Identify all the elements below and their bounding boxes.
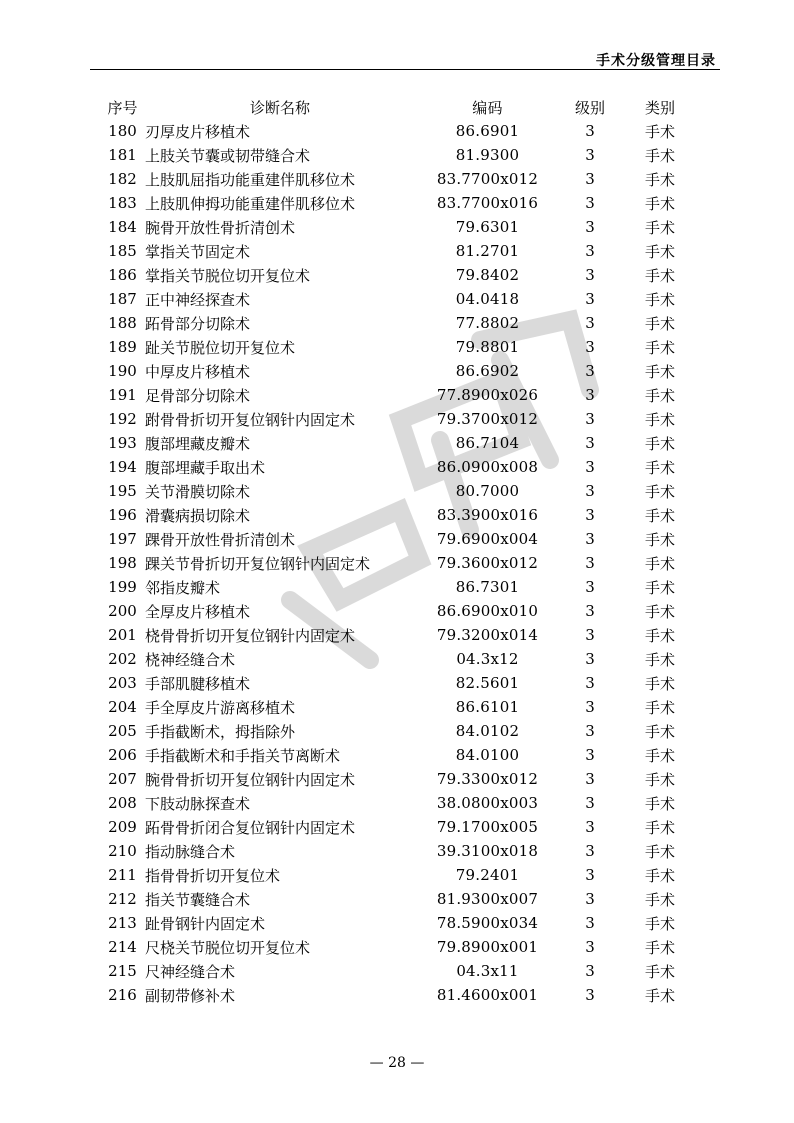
row-index: 195 bbox=[108, 482, 137, 500]
table-row bbox=[100, 455, 700, 479]
row-name: 指动脉缝合术 bbox=[145, 842, 236, 861]
row-level: 3 bbox=[585, 986, 595, 1004]
row-category: 手术 bbox=[644, 314, 675, 333]
row-index: 192 bbox=[108, 410, 137, 428]
row-index: 203 bbox=[108, 674, 137, 692]
row-level: 3 bbox=[585, 122, 595, 140]
row-code: 79.1700x005 bbox=[436, 818, 539, 836]
row-code: 80.7000 bbox=[455, 482, 520, 500]
row-code: 77.8900x026 bbox=[436, 386, 539, 404]
row-category: 手术 bbox=[644, 530, 675, 549]
row-level: 3 bbox=[585, 602, 595, 620]
table-row bbox=[100, 839, 700, 863]
row-level: 3 bbox=[585, 746, 595, 764]
row-name: 趾骨钢针内固定术 bbox=[145, 914, 266, 933]
row-index: 190 bbox=[108, 362, 137, 380]
row-category: 手术 bbox=[644, 458, 675, 477]
row-category: 手术 bbox=[644, 218, 675, 237]
row-level: 3 bbox=[585, 362, 595, 380]
table-row bbox=[100, 239, 700, 263]
row-level: 3 bbox=[585, 338, 595, 356]
row-name: 跗骨骨折切开复位钢针内固定术 bbox=[145, 410, 356, 429]
table-row bbox=[100, 599, 700, 623]
column-header-index: 序号 bbox=[107, 98, 138, 117]
row-level: 3 bbox=[585, 794, 595, 812]
row-level: 3 bbox=[585, 386, 595, 404]
row-index: 198 bbox=[108, 554, 137, 572]
row-name: 桡神经缝合术 bbox=[145, 650, 236, 669]
row-index: 193 bbox=[108, 434, 137, 452]
row-code: 86.6101 bbox=[455, 698, 520, 716]
table-row bbox=[100, 575, 700, 599]
document-header-title: 手术分级管理目录 bbox=[596, 53, 716, 69]
row-level: 3 bbox=[585, 770, 595, 788]
row-code: 77.8802 bbox=[455, 314, 520, 332]
row-name: 中厚皮片移植术 bbox=[145, 362, 251, 381]
row-name: 邻指皮瓣术 bbox=[145, 578, 221, 597]
table-row bbox=[100, 359, 700, 383]
row-category: 手术 bbox=[644, 242, 675, 261]
row-level: 3 bbox=[585, 242, 595, 260]
table-row bbox=[100, 503, 700, 527]
row-category: 手术 bbox=[644, 938, 675, 957]
row-level: 3 bbox=[585, 578, 595, 596]
row-index: 215 bbox=[108, 962, 137, 980]
table-row bbox=[100, 215, 700, 239]
row-code: 79.2401 bbox=[455, 866, 520, 884]
surgery-catalog-table bbox=[100, 95, 700, 1007]
row-category: 手术 bbox=[644, 194, 675, 213]
table-row bbox=[100, 767, 700, 791]
table-row bbox=[100, 959, 700, 983]
table-row bbox=[100, 743, 700, 767]
row-name: 上肢肌屈指功能重建伴肌移位术 bbox=[145, 170, 356, 189]
row-code: 81.9300x007 bbox=[436, 890, 539, 908]
row-level: 3 bbox=[585, 458, 595, 476]
row-name: 上肢关节囊或韧带缝合术 bbox=[145, 146, 311, 165]
row-category: 手术 bbox=[644, 122, 675, 141]
table-row bbox=[100, 311, 700, 335]
row-name: 踝骨开放性骨折清创术 bbox=[145, 530, 296, 549]
row-category: 手术 bbox=[644, 482, 675, 501]
row-category: 手术 bbox=[644, 794, 675, 813]
row-index: 186 bbox=[108, 266, 137, 284]
row-code: 86.0900x008 bbox=[436, 458, 539, 476]
row-code: 79.6900x004 bbox=[436, 530, 539, 548]
table-row bbox=[100, 695, 700, 719]
row-level: 3 bbox=[585, 914, 595, 932]
table-row bbox=[100, 407, 700, 431]
page-number: — 28 — bbox=[369, 1055, 425, 1071]
row-name: 尺神经缝合术 bbox=[145, 962, 236, 981]
row-index: 208 bbox=[108, 794, 137, 812]
row-index: 206 bbox=[108, 746, 137, 764]
table-row bbox=[100, 119, 700, 143]
row-code: 84.0102 bbox=[455, 722, 520, 740]
row-category: 手术 bbox=[644, 434, 675, 453]
row-name: 腕骨骨折切开复位钢针内固定术 bbox=[145, 770, 356, 789]
row-code: 79.3200x014 bbox=[436, 626, 539, 644]
table-row bbox=[100, 479, 700, 503]
row-index: 205 bbox=[108, 722, 137, 740]
row-name: 腕骨开放性骨折清创术 bbox=[145, 218, 296, 237]
row-index: 185 bbox=[108, 242, 137, 260]
row-code: 79.3700x012 bbox=[436, 410, 539, 428]
row-level: 3 bbox=[585, 890, 595, 908]
row-category: 手术 bbox=[644, 818, 675, 837]
row-name: 掌指关节脱位切开复位术 bbox=[145, 266, 311, 285]
row-category: 手术 bbox=[644, 842, 675, 861]
table-row bbox=[100, 863, 700, 887]
row-category: 手术 bbox=[644, 770, 675, 789]
row-category: 手术 bbox=[644, 674, 675, 693]
table-row bbox=[100, 719, 700, 743]
row-index: 182 bbox=[108, 170, 137, 188]
row-name: 指关节囊缝合术 bbox=[145, 890, 251, 909]
table-row bbox=[100, 935, 700, 959]
row-code: 79.8402 bbox=[455, 266, 520, 284]
row-index: 180 bbox=[108, 122, 137, 140]
row-index: 194 bbox=[108, 458, 137, 476]
row-name: 手部肌腱移植术 bbox=[145, 674, 251, 693]
row-index: 199 bbox=[108, 578, 137, 596]
row-index: 211 bbox=[108, 866, 137, 884]
column-header-category: 类别 bbox=[644, 98, 675, 117]
table-row bbox=[100, 623, 700, 647]
row-index: 216 bbox=[108, 986, 137, 1004]
row-code: 82.5601 bbox=[455, 674, 520, 692]
row-name: 副韧带修补术 bbox=[145, 986, 236, 1005]
row-level: 3 bbox=[585, 410, 595, 428]
row-code: 04.3x12 bbox=[456, 650, 519, 668]
table-header-row bbox=[100, 95, 700, 119]
column-header-code: 编码 bbox=[472, 98, 503, 117]
row-level: 3 bbox=[585, 554, 595, 572]
row-category: 手术 bbox=[644, 890, 675, 909]
row-category: 手术 bbox=[644, 650, 675, 669]
row-code: 79.8900x001 bbox=[436, 938, 539, 956]
table-row bbox=[100, 647, 700, 671]
row-level: 3 bbox=[585, 842, 595, 860]
row-category: 手术 bbox=[644, 986, 675, 1005]
row-index: 204 bbox=[108, 698, 137, 716]
table-row bbox=[100, 527, 700, 551]
row-category: 手术 bbox=[644, 578, 675, 597]
row-name: 滑囊病损切除术 bbox=[145, 506, 251, 525]
row-index: 187 bbox=[108, 290, 137, 308]
row-index: 189 bbox=[108, 338, 137, 356]
row-code: 86.7301 bbox=[455, 578, 520, 596]
table-row bbox=[100, 167, 700, 191]
row-index: 212 bbox=[108, 890, 137, 908]
row-code: 81.4600x001 bbox=[436, 986, 539, 1004]
row-name: 上肢肌伸拇功能重建伴肌移位术 bbox=[145, 194, 356, 213]
row-index: 213 bbox=[108, 914, 137, 932]
header-divider bbox=[90, 69, 720, 70]
row-category: 手术 bbox=[644, 602, 675, 621]
row-category: 手术 bbox=[644, 626, 675, 645]
row-index: 209 bbox=[108, 818, 137, 836]
row-code: 79.3600x012 bbox=[436, 554, 539, 572]
row-level: 3 bbox=[585, 434, 595, 452]
row-name: 掌指关节固定术 bbox=[145, 242, 251, 261]
column-header-name: 诊断名称 bbox=[249, 98, 310, 117]
row-index: 200 bbox=[108, 602, 137, 620]
table-row bbox=[100, 383, 700, 407]
row-name: 踝关节骨折切开复位钢针内固定术 bbox=[145, 554, 371, 573]
table-row bbox=[100, 143, 700, 167]
row-level: 3 bbox=[585, 146, 595, 164]
row-name: 正中神经探查术 bbox=[145, 290, 251, 309]
row-level: 3 bbox=[585, 866, 595, 884]
table-row bbox=[100, 431, 700, 455]
row-index: 183 bbox=[108, 194, 137, 212]
row-index: 202 bbox=[108, 650, 137, 668]
row-category: 手术 bbox=[644, 410, 675, 429]
row-level: 3 bbox=[585, 266, 595, 284]
row-level: 3 bbox=[585, 482, 595, 500]
row-code: 79.6301 bbox=[455, 218, 520, 236]
row-level: 3 bbox=[585, 530, 595, 548]
row-code: 86.6902 bbox=[455, 362, 520, 380]
row-level: 3 bbox=[585, 506, 595, 524]
row-name: 趾关节脱位切开复位术 bbox=[145, 338, 296, 357]
row-category: 手术 bbox=[644, 266, 675, 285]
row-index: 188 bbox=[108, 314, 137, 332]
table-row bbox=[100, 815, 700, 839]
row-name: 关节滑膜切除术 bbox=[145, 482, 251, 501]
row-code: 04.0418 bbox=[455, 290, 520, 308]
row-level: 3 bbox=[585, 194, 595, 212]
table-row bbox=[100, 287, 700, 311]
row-code: 86.6900x010 bbox=[436, 602, 539, 620]
row-index: 201 bbox=[108, 626, 137, 644]
table-body bbox=[100, 119, 700, 1007]
row-index: 207 bbox=[108, 770, 137, 788]
row-category: 手术 bbox=[644, 962, 675, 981]
row-code: 81.2701 bbox=[455, 242, 520, 260]
row-level: 3 bbox=[585, 170, 595, 188]
row-index: 191 bbox=[108, 386, 137, 404]
row-category: 手术 bbox=[644, 914, 675, 933]
row-level: 3 bbox=[585, 314, 595, 332]
row-code: 04.3x11 bbox=[456, 962, 519, 980]
row-code: 79.3300x012 bbox=[436, 770, 539, 788]
table-row bbox=[100, 887, 700, 911]
row-name: 手指截断术和手指关节离断术 bbox=[145, 746, 341, 765]
row-category: 手术 bbox=[644, 146, 675, 165]
row-category: 手术 bbox=[644, 386, 675, 405]
row-name: 桡骨骨折切开复位钢针内固定术 bbox=[145, 626, 356, 645]
row-category: 手术 bbox=[644, 338, 675, 357]
row-index: 214 bbox=[108, 938, 137, 956]
row-name: 腹部埋藏皮瓣术 bbox=[145, 434, 251, 453]
row-category: 手术 bbox=[644, 722, 675, 741]
row-level: 3 bbox=[585, 722, 595, 740]
row-code: 78.5900x034 bbox=[436, 914, 539, 932]
row-index: 196 bbox=[108, 506, 137, 524]
row-category: 手术 bbox=[644, 746, 675, 765]
row-code: 39.3100x018 bbox=[436, 842, 539, 860]
row-code: 83.3900x016 bbox=[436, 506, 539, 524]
row-index: 210 bbox=[108, 842, 137, 860]
row-category: 手术 bbox=[644, 866, 675, 885]
row-level: 3 bbox=[585, 650, 595, 668]
row-category: 手术 bbox=[644, 170, 675, 189]
row-level: 3 bbox=[585, 674, 595, 692]
row-index: 181 bbox=[108, 146, 137, 164]
table-row bbox=[100, 911, 700, 935]
row-level: 3 bbox=[585, 218, 595, 236]
row-name: 足骨部分切除术 bbox=[145, 386, 251, 405]
row-code: 86.7104 bbox=[455, 434, 520, 452]
table-row bbox=[100, 551, 700, 575]
row-code: 84.0100 bbox=[455, 746, 520, 764]
row-code: 81.9300 bbox=[455, 146, 520, 164]
row-name: 尺桡关节脱位切开复位术 bbox=[145, 938, 311, 957]
row-name: 跖骨骨折闭合复位钢针内固定术 bbox=[145, 818, 356, 837]
row-name: 全厚皮片移植术 bbox=[145, 602, 251, 621]
row-name: 下肢动脉探查术 bbox=[145, 794, 251, 813]
row-level: 3 bbox=[585, 626, 595, 644]
table-row bbox=[100, 983, 700, 1007]
table-row bbox=[100, 191, 700, 215]
row-name: 指骨骨折切开复位术 bbox=[145, 866, 281, 885]
row-category: 手术 bbox=[644, 506, 675, 525]
row-code: 79.8801 bbox=[455, 338, 520, 356]
table-row bbox=[100, 791, 700, 815]
row-level: 3 bbox=[585, 290, 595, 308]
row-index: 184 bbox=[108, 218, 137, 236]
row-level: 3 bbox=[585, 962, 595, 980]
row-code: 38.0800x003 bbox=[436, 794, 539, 812]
row-category: 手术 bbox=[644, 362, 675, 381]
row-name: 手全厚皮片游离移植术 bbox=[145, 698, 296, 717]
row-code: 83.7700x012 bbox=[436, 170, 539, 188]
table-row bbox=[100, 263, 700, 287]
row-index: 197 bbox=[108, 530, 137, 548]
row-name: 刃厚皮片移植术 bbox=[145, 122, 251, 141]
row-level: 3 bbox=[585, 938, 595, 956]
row-code: 83.7700x016 bbox=[436, 194, 539, 212]
table-row bbox=[100, 671, 700, 695]
row-level: 3 bbox=[585, 698, 595, 716]
row-level: 3 bbox=[585, 818, 595, 836]
row-name: 手指截断术，拇指除外 bbox=[145, 722, 296, 741]
row-name: 腹部埋藏手取出术 bbox=[145, 458, 266, 477]
table-row bbox=[100, 335, 700, 359]
row-category: 手术 bbox=[644, 554, 675, 573]
row-category: 手术 bbox=[644, 290, 675, 309]
row-code: 86.6901 bbox=[455, 122, 520, 140]
row-category: 手术 bbox=[644, 698, 675, 717]
column-header-level: 级别 bbox=[574, 98, 605, 117]
row-name: 跖骨部分切除术 bbox=[145, 314, 251, 333]
